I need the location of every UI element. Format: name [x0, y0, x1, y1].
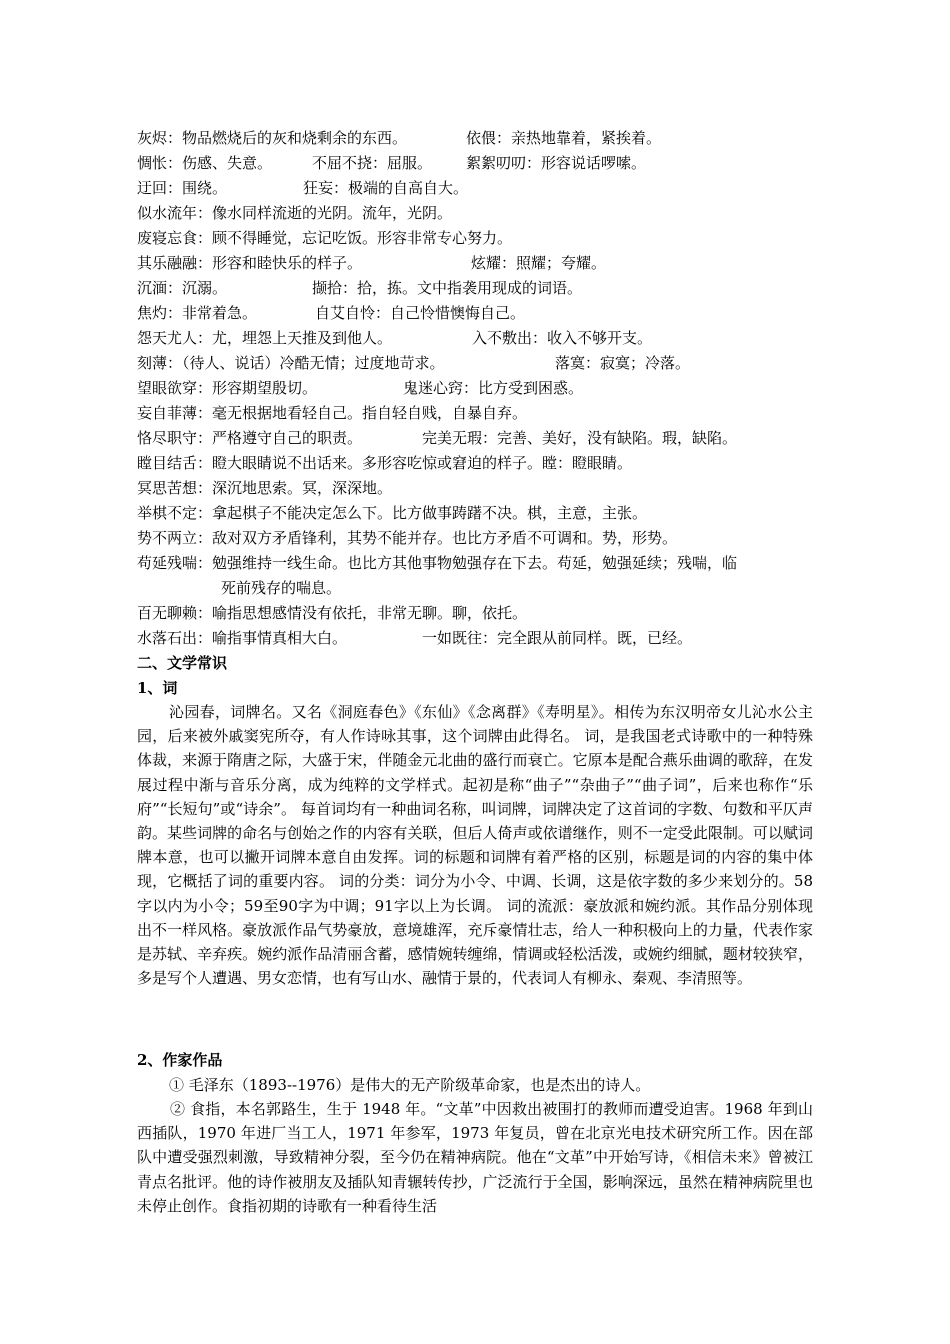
author-paragraph	[137, 1097, 813, 1218]
section-heading: 二、文学常识	[137, 654, 228, 672]
vocab-entry: 其乐融融：形容和睦快乐的样子。	[137, 254, 363, 272]
vocab-entry: 完美无瑕：完善、美好，没有缺陷。瑕，缺陷。	[422, 429, 738, 447]
vocab-entry: 焦灼：非常着急。	[137, 304, 258, 322]
vocab-entry: 狂妄：极端的自高自大。	[303, 179, 469, 197]
vocab-entry: 苟延残喘：勉强维持一线生命。也比方其他事物勉强存在下去。苟延，勉强延续；残喘，临	[137, 554, 738, 572]
vocab-entry: 望眼欲穿：形容期望殷切。	[137, 379, 318, 397]
vocab-entry: 一如既往：完全跟从前同样。既，已经。	[422, 629, 693, 647]
vocab-entry: 似水流年：像水同样流逝的光阴。流年，光阴。	[137, 204, 453, 222]
vocab-entry-continued: 死前残存的喘息。	[221, 579, 342, 597]
vocab-entry: 炫耀：照耀；夸耀。	[471, 254, 607, 272]
vocab-entry: 絮絮叨叨：形容说话啰嗦。	[466, 154, 647, 172]
paragraph-text: ② 食指，本名郭路生，生于 1948 年。“文革”中因救出被围打的教师而遭受迫害。1968 年到山西插队，1970 年进厂当工人，1971 年参军，1973 年复员，曾在北京光电技术研究所工作。因在部队中遭受强烈刺激，导致精神分裂，至今仍在精神病院。他在“文革”中开始写诗，《相信未来》曾被江青点名批评。他的诗作被朋友及插队知青辗转传抄，广泛流行于全国，影响深远，虽然在精神病院里也未停止创作。食指初期的诗歌有一种看待生活	[137, 1100, 813, 1215]
vocab-entry: 举棋不定：拿起棋子不能决定怎么下。比方做事踌躇不决。棋，主意，主张。	[137, 504, 648, 522]
vocab-entry: 冥思苦想：深沉地思索。冥，深深地。	[137, 479, 393, 497]
subsection-heading: 1、词	[137, 679, 178, 697]
vocab-entry: 水落石出：喻指事情真相大白。	[137, 629, 348, 647]
vocab-entry: 瞠目结舌：瞪大眼睛说不出话来。多形容吃惊或窘迫的样子。瞠：瞪眼睛。	[137, 454, 633, 472]
vocab-entry: 势不两立：敌对双方矛盾锋利，其势不能并存。也比方矛盾不可调和。势，形势。	[137, 529, 678, 547]
vocab-entry: 灰烬：物品燃烧后的灰和烧剩余的东西。	[137, 129, 408, 147]
vocab-entry: 迂回：围绕。	[137, 179, 228, 197]
vocab-entry: 落寞：寂寞；冷落。	[555, 354, 691, 372]
vocab-entry: 恪尽职守：严格遵守自己的职责。	[137, 429, 363, 447]
vocab-entry: 自艾自怜：自己怜惜懊悔自己。	[315, 304, 526, 322]
ci-paragraph	[137, 700, 813, 990]
vocab-entry: 撷拾：拾，拣。文中指袭用现成的词语。	[312, 279, 583, 297]
paragraph-text: 沁园春，词牌名。又名《洞庭春色》《东仙》《念离群》《寿明星》。相传为东汉明帝女儿沁水公主园，后来被外戚窦宪所夺，有人作诗咏其事，这个词牌由此得名。 词，是我国老式诗歌中的一种特殊体裁，来源于隋唐之际，大盛于宋，伴随金元北曲的盛行而衰亡。它原本是配合燕乐曲调的歌辞，在发展过程中渐与音乐分离，成为纯粹的文学样式。起初是称“曲子”“杂曲子”“曲子词”，后来也称作“乐府”“长短句”或“诗余”。 每首词均有一种曲词名称，叫词牌，词牌决定了这首词的字数、句数和平仄声韵。某些词牌的命名与创始之作的内容有关联，但后人倚声或依谱继作，则不一定受此限制。可以赋词牌本意，也可以撇开词牌本意自由发挥。词的标题和词牌有着严格的区别，标题是词的内容的集中体现，它概括了词的重要内容。 词的分类：词分为小令、中调、长调，这是依字数的多少来划分的。58字以内为小令；59至90字为中调；91字以上为长调。 词的流派：豪放派和婉约派。其作品分别体现出不一样风格。豪放派作品气势豪放，意境雄浑，充斥豪情壮志，给人一种积极向上的力量，代表作家是苏轼、辛弃疾。婉约派作品清丽含蓄，感情婉转缠绵，情调或轻松活泼，或婉约细腻，题材较狭窄，多是写个人遭遇、男女恋情，也有写山水、融情于景的，代表词人有柳永、秦观、李清照等。	[137, 703, 813, 988]
subsection-heading: 2、作家作品	[137, 1051, 223, 1069]
vocab-entry: 鬼迷心窍：比方受到困惑。	[403, 379, 584, 397]
author-item: ① 毛泽东（1893--1976）是伟大的无产阶级革命家，也是杰出的诗人。	[169, 1076, 651, 1094]
vocab-entry: 不屈不挠：屈服。	[312, 154, 433, 172]
vocab-entry: 入不敷出：收入不够开支。	[472, 329, 653, 347]
vocab-entry: 妄自菲薄：毫无根据地看轻自己。指自轻自贱，自暴自弃。	[137, 404, 528, 422]
vocab-entry: 惆怅：伤感、失意。	[137, 154, 273, 172]
vocab-entry: 依偎：亲热地靠着，紧挨着。	[466, 129, 662, 147]
vocab-entry: 怨天尤人：尤，埋怨上天推及到他人。	[137, 329, 393, 347]
vocab-entry: 刻薄：（待人、说话）冷酷无情；过度地苛求。	[137, 354, 445, 372]
vocab-entry: 百无聊赖：喻指思想感情没有依托，非常无聊。聊，依托。	[137, 604, 528, 622]
vocab-entry: 沉湎：沉溺。	[137, 279, 228, 297]
vocab-entry: 废寝忘食：顾不得睡觉，忘记吃饭。形容非常专心努力。	[137, 229, 513, 247]
